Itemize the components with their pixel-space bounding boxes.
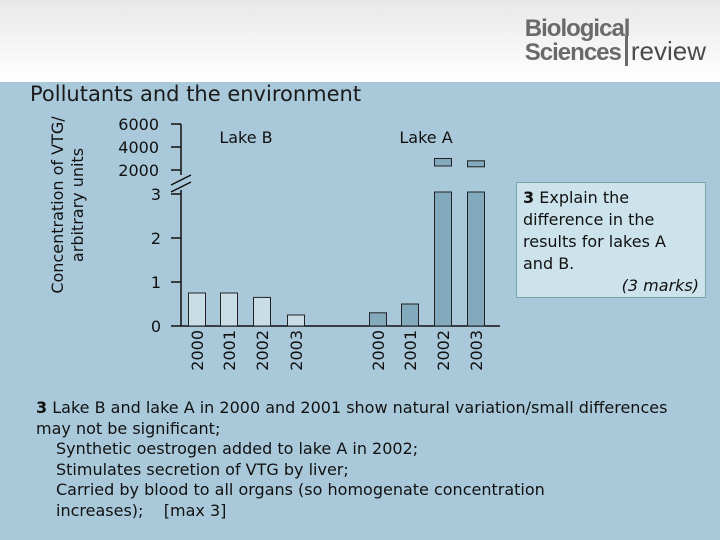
question-marks: (3 marks)	[621, 276, 699, 295]
x-tick-label: 2001	[401, 330, 420, 371]
y-axis-label: Concentration of VTG/ arbitrary units	[48, 116, 87, 294]
answer-max: [max 3]	[163, 500, 227, 520]
question-text: Explain the difference in the results for lakes A and B.	[523, 188, 666, 273]
page-title: Pollutants and the environment	[30, 82, 362, 106]
series-label: Lake A	[399, 128, 453, 147]
y-tick-label: 4000	[118, 138, 159, 157]
y-tick-label: 3	[150, 185, 161, 204]
brand-line2: Sciences	[524, 39, 621, 66]
answer-number: 3	[36, 398, 48, 417]
bar	[288, 315, 305, 326]
question-box	[516, 182, 706, 298]
answer-block	[36, 398, 676, 521]
bar-upper-segment	[435, 159, 452, 167]
question-number: 3	[523, 188, 535, 207]
y-tick-label: 2	[150, 229, 161, 248]
y-tick-label: 2000	[118, 161, 159, 180]
x-tick-label: 2000	[188, 330, 207, 371]
answer-line-1: Lake B and lake A in 2000 and 2001 show natural variation/small differences may not be significant;	[36, 398, 668, 438]
y-tick-label: 0	[150, 317, 161, 336]
bar	[189, 293, 206, 326]
x-tick-label: 2002	[434, 330, 453, 371]
y-tick-label: 6000	[118, 115, 159, 134]
x-tick-label: 2003	[467, 330, 486, 371]
answer-line-4: Carried by blood to all organs (so homogenate concentration increases);	[56, 480, 545, 520]
x-tick-label: 2000	[369, 330, 388, 371]
answer-line-3: Stimulates secretion of VTG by liver;	[56, 459, 349, 479]
bar	[468, 192, 485, 326]
bar	[402, 304, 419, 326]
series-label: Lake B	[219, 128, 273, 147]
x-tick-label: 2001	[220, 330, 239, 371]
brand-line1: Biological	[524, 15, 630, 42]
bar	[221, 293, 238, 326]
bar	[254, 297, 271, 326]
bar-upper-segment	[468, 161, 485, 167]
brand-review: review	[625, 36, 706, 66]
y-tick-label: 1	[150, 273, 161, 292]
x-tick-label: 2003	[287, 330, 306, 371]
x-tick-label: 2002	[253, 330, 272, 371]
bar	[370, 313, 387, 326]
bar	[435, 192, 452, 326]
answer-line-2: Synthetic oestrogen added to lake A in 2002;	[56, 439, 419, 458]
